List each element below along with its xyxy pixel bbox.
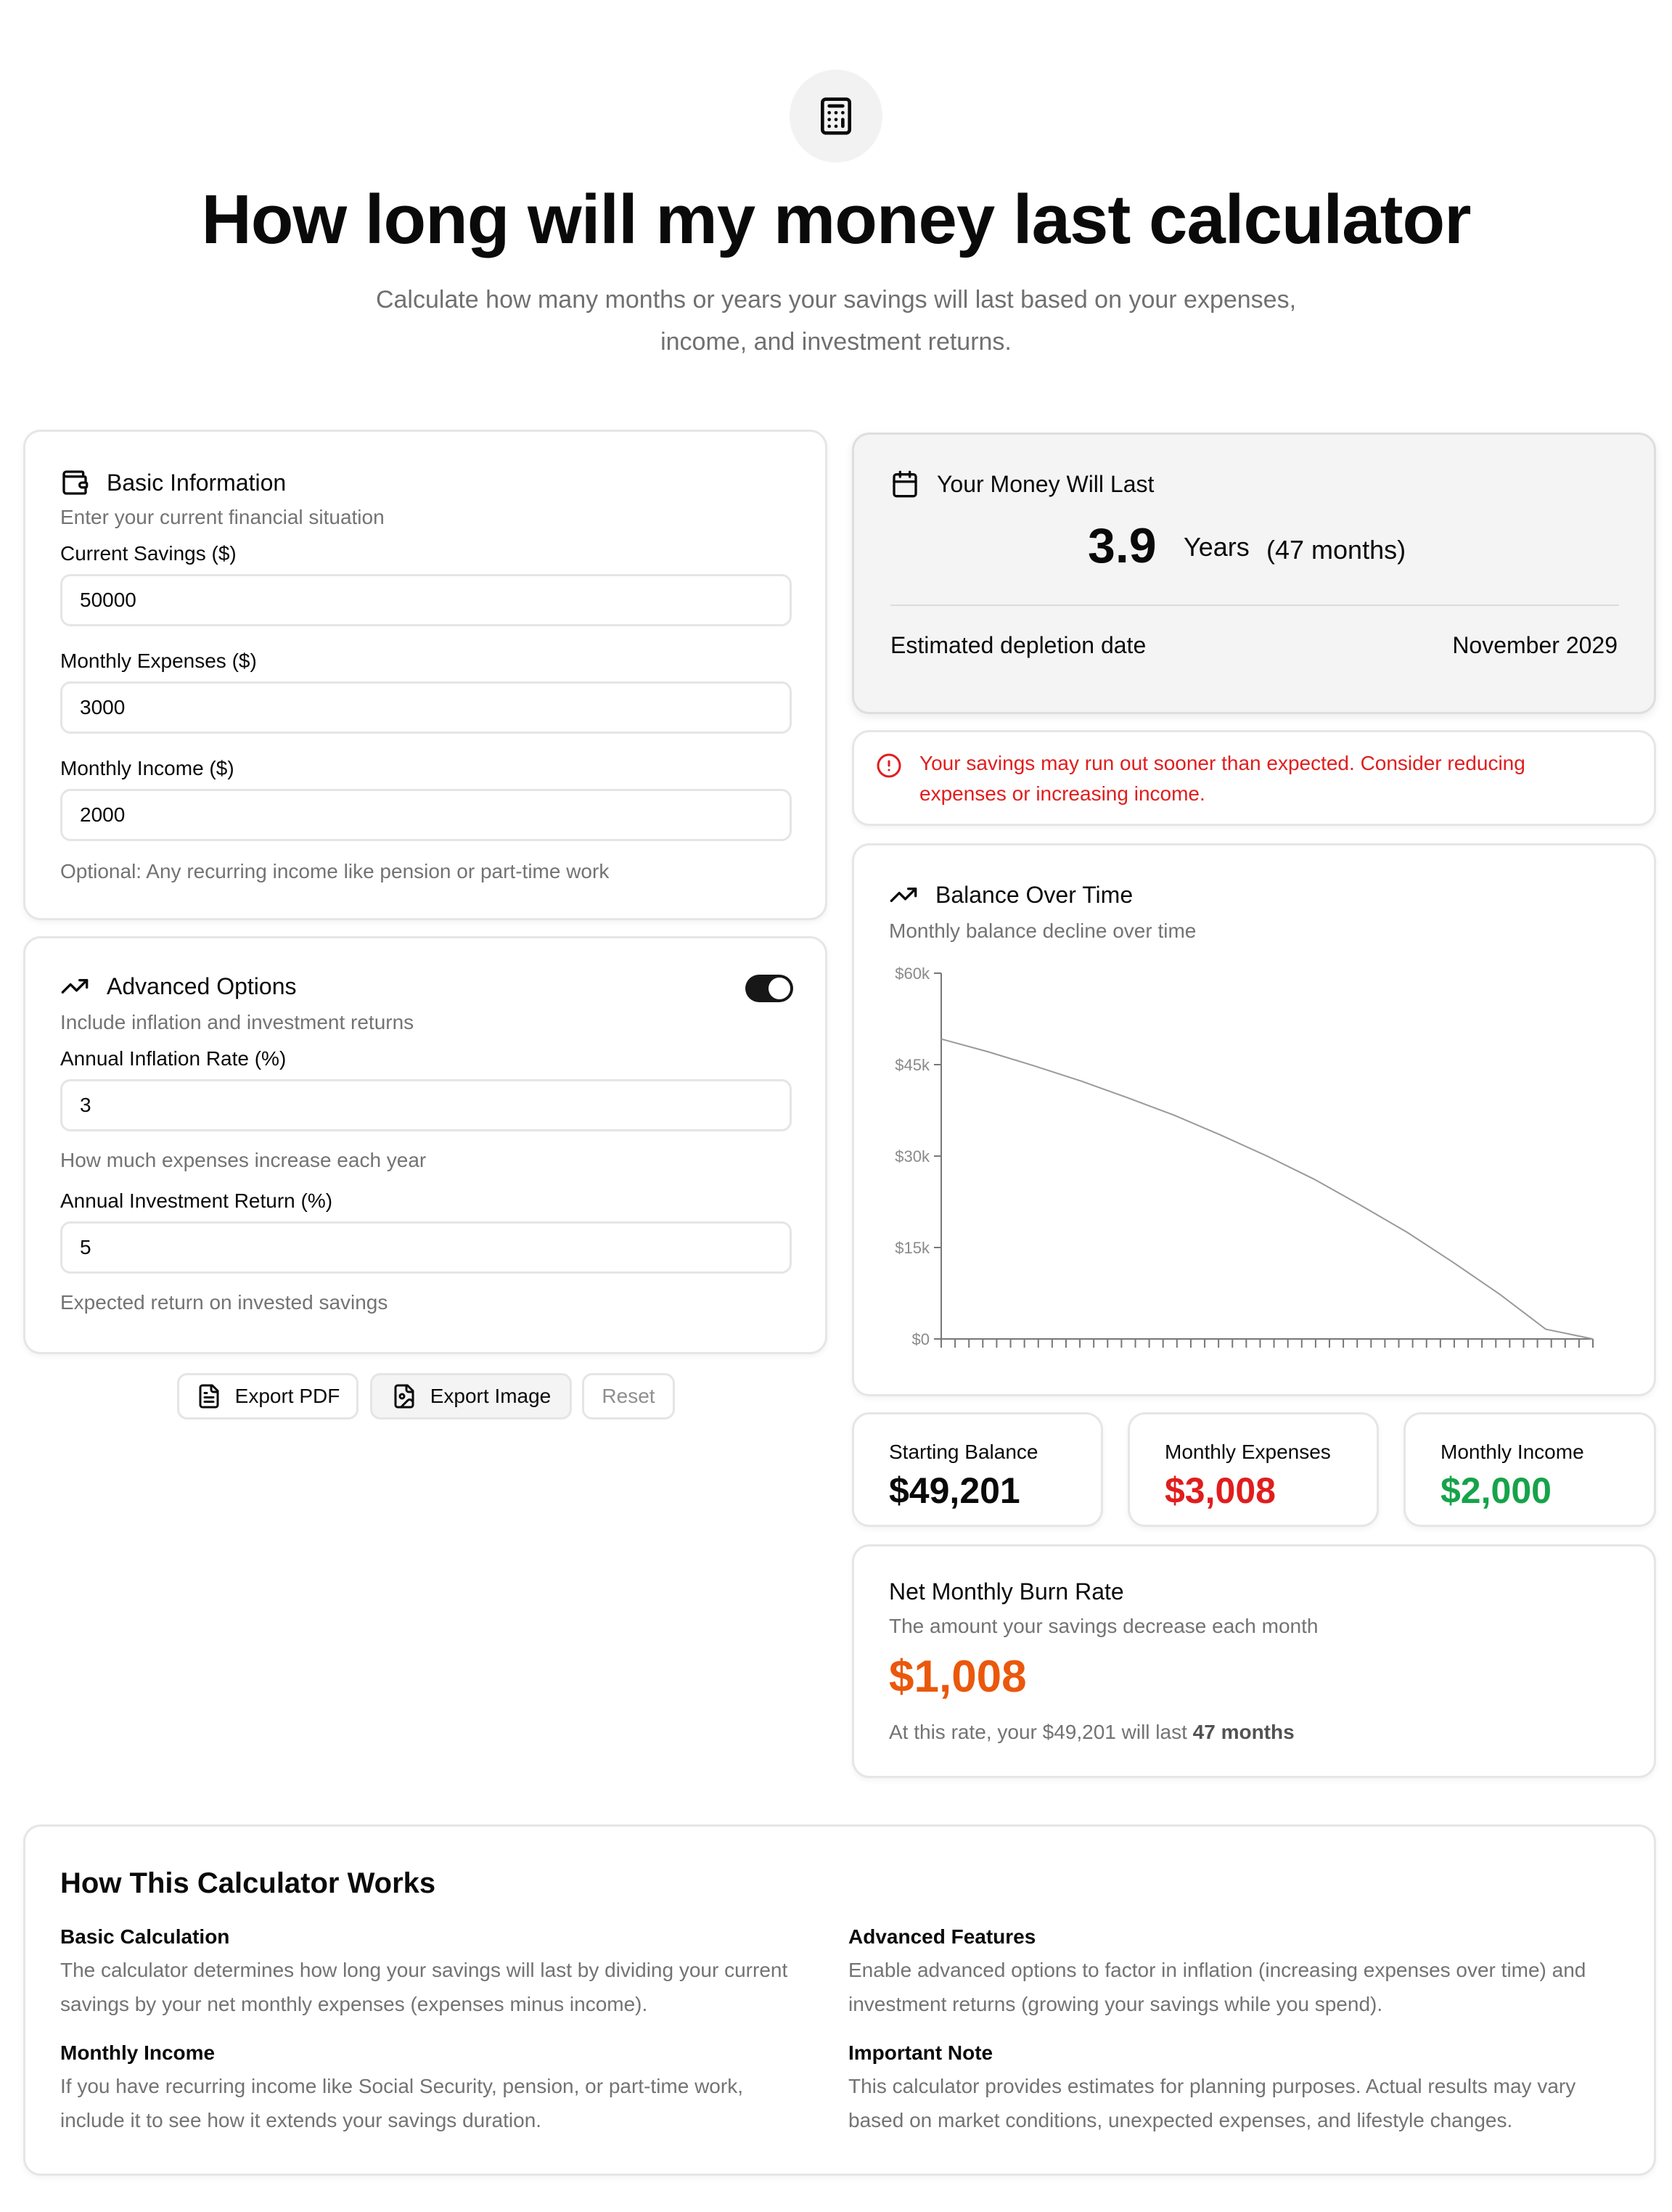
- monthly-income-text: [60, 2069, 743, 2137]
- page-subtitle: [328, 279, 1344, 363]
- how-text-line: savings by your net monthly expenses (expenses minus income).: [60, 1993, 648, 2015]
- years-unit: Years: [1184, 532, 1250, 562]
- y-tick-label: $30k: [895, 1147, 930, 1166]
- starting-balance-value: $49,201: [889, 1470, 1020, 1511]
- monthly-expenses-label: Monthly Expenses ($): [60, 650, 257, 672]
- monthly-income-stat-label: Monthly Income: [1441, 1441, 1584, 1463]
- how-it-works-title: How This Calculator Works: [60, 1867, 436, 1899]
- how-text-line: This calculator provides estimates for planning purposes. Actual results may vary: [848, 2075, 1576, 2097]
- y-tick-label: $15k: [895, 1239, 930, 1257]
- y-tick-label: $60k: [895, 964, 930, 983]
- advanced-options-title: [60, 972, 297, 1001]
- page-subtitle-line: income, and investment returns.: [660, 328, 1012, 356]
- balance-series-line: [941, 1039, 1593, 1339]
- monthly-income-card: [1403, 1412, 1656, 1527]
- investment-return-label: Annual Investment Return (%): [60, 1189, 333, 1212]
- advanced-features-text: [848, 1953, 1586, 2021]
- burn-rate-card: [852, 1544, 1656, 1778]
- important-note-heading: Important Note: [848, 2041, 993, 2064]
- burn-rate-note-text: At this rate, your $49,201 will last: [889, 1721, 1193, 1743]
- advanced-features-heading: Advanced Features: [848, 1925, 1036, 1948]
- depletion-date-label: Estimated depletion date: [890, 632, 1147, 658]
- years-value: 3.9: [1088, 518, 1157, 573]
- burn-rate-value: $1,008: [889, 1652, 1027, 1702]
- basic-information-title-text: Basic Information: [107, 469, 287, 496]
- reset-label: Reset: [602, 1385, 655, 1407]
- balance-chart-title-text: Balance Over Time: [935, 881, 1134, 908]
- monthly-expenses-card: [1128, 1412, 1379, 1527]
- export-pdf-label: Export PDF: [234, 1385, 340, 1407]
- starting-balance-card: [852, 1412, 1103, 1527]
- burn-rate-desc: The amount your savings decrease each month: [889, 1615, 1319, 1637]
- reset-button[interactable]: [582, 1373, 675, 1420]
- file-image-icon: [391, 1383, 417, 1409]
- current-savings-input[interactable]: [60, 574, 792, 626]
- burn-rate-title: Net Monthly Burn Rate: [889, 1578, 1124, 1605]
- basic-information-card: [23, 430, 827, 920]
- current-savings-label: Current Savings ($): [60, 542, 237, 565]
- monthly-expenses-stat-value: $3,008: [1165, 1470, 1276, 1511]
- how-it-works-card: [23, 1824, 1656, 2176]
- balance-chart-desc: Monthly balance decline over time: [889, 919, 1197, 942]
- inflation-rate-label: Annual Inflation Rate (%): [60, 1047, 287, 1070]
- how-text-line: The calculator determines how long your savings will last by dividing your current: [60, 1959, 788, 1981]
- basic-calculation-heading: Basic Calculation: [60, 1925, 230, 1948]
- monthly-income-label: Monthly Income ($): [60, 757, 234, 779]
- monthly-income-stat-value: $2,000: [1441, 1470, 1552, 1511]
- how-text-line: based on market conditions, unexpected expenses, and lifestyle changes.: [848, 2109, 1513, 2131]
- money-will-last-card: [852, 433, 1656, 714]
- monthly-expenses-input[interactable]: [60, 681, 792, 734]
- advanced-options-desc: Include inflation and investment returns: [60, 1011, 414, 1033]
- calendar-icon: [890, 470, 919, 499]
- money-will-last-title-text: Your Money Will Last: [937, 470, 1155, 497]
- warning-text: [919, 748, 1525, 809]
- investment-return-hint: Expected return on invested savings: [60, 1291, 388, 1314]
- result-divider: [890, 605, 1619, 606]
- inflation-rate-hint: How much expenses increase each year: [60, 1149, 427, 1171]
- page-subtitle-line: Calculate how many months or years your savings will last based on your expenses,: [375, 286, 1297, 314]
- advanced-options-card: [23, 936, 827, 1354]
- basic-information-desc: Enter your current financial situation: [60, 506, 385, 528]
- balance-chart-card: [852, 843, 1656, 1396]
- burn-rate-note: [889, 1721, 1295, 1744]
- burn-rate-note-months: 47 months: [1192, 1721, 1295, 1743]
- monthly-income-input[interactable]: [60, 789, 792, 841]
- monthly-expenses-stat-label: Monthly Expenses: [1165, 1441, 1331, 1463]
- how-text-line: Enable advanced options to factor in inflation (increasing expenses over time) and: [848, 1959, 1586, 1981]
- how-text-line: include it to see how it extends your savings duration.: [60, 2109, 542, 2131]
- advanced-options-toggle[interactable]: [745, 975, 793, 1002]
- advanced-options-title-text: Advanced Options: [107, 972, 297, 999]
- alert-circle-icon: [876, 753, 902, 779]
- investment-return-input[interactable]: [60, 1221, 792, 1274]
- export-image-label: Export Image: [430, 1385, 552, 1407]
- trending-up-icon: [60, 972, 89, 1001]
- how-text-line: investment returns (growing your savings while you spend).: [848, 1993, 1383, 2015]
- y-tick-label: $0: [911, 1330, 930, 1348]
- important-note-text: [848, 2069, 1575, 2137]
- export-image-button[interactable]: [370, 1373, 572, 1420]
- money-will-last-title: [890, 470, 1154, 499]
- wallet-icon: [60, 468, 89, 497]
- balance-chart: [883, 954, 1631, 1375]
- y-tick-label: $45k: [895, 1056, 930, 1074]
- warning-alert: [852, 730, 1656, 826]
- depletion-date-value: November 2029: [1452, 632, 1618, 658]
- warning-text-line: expenses or increasing income.: [919, 782, 1205, 805]
- monthly-income-heading: Monthly Income: [60, 2041, 216, 2064]
- basic-calculation-text: [60, 1953, 787, 2021]
- how-text-line: If you have recurring income like Social Security, pension, or part-time work,: [60, 2075, 743, 2097]
- months-value: (47 months): [1266, 535, 1406, 565]
- hero-icon-circle: [790, 70, 882, 163]
- monthly-income-hint: Optional: Any recurring income like pension or part-time work: [60, 860, 610, 882]
- warning-text-line: Your savings may run out sooner than expected. Consider reducing: [919, 752, 1525, 774]
- page-title: How long will my money last calculator: [201, 181, 1471, 258]
- basic-information-title: [60, 468, 286, 497]
- file-text-icon: [196, 1383, 222, 1409]
- export-pdf-button[interactable]: [177, 1373, 358, 1420]
- balance-chart-title: [889, 880, 1133, 909]
- inflation-rate-input[interactable]: [60, 1079, 792, 1131]
- toggle-knob: [769, 978, 790, 999]
- calculator-icon: [816, 96, 856, 136]
- starting-balance-label: Starting Balance: [889, 1441, 1038, 1463]
- trending-down-icon: [889, 880, 918, 909]
